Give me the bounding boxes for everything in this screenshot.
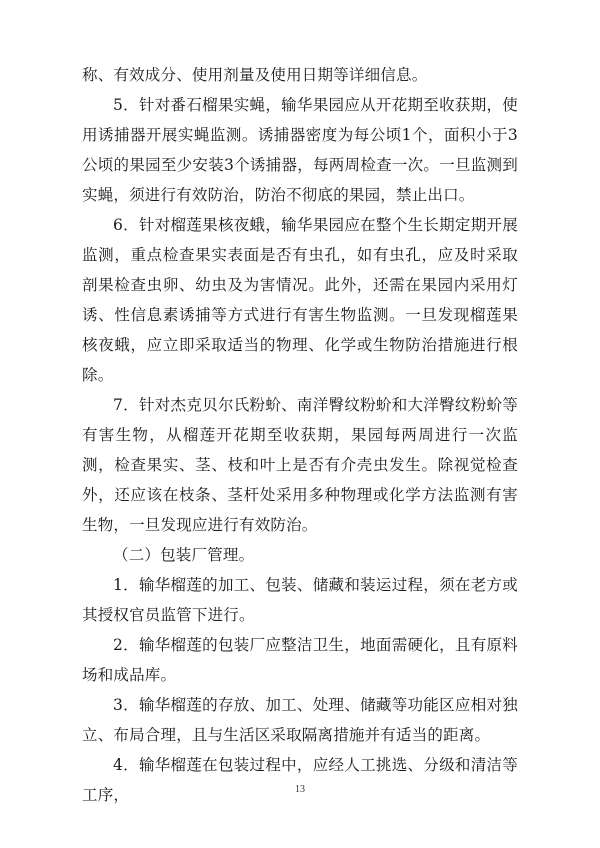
paragraph-packing-3: 3．输华榴莲的存放、加工、处理、储藏等功能区应相对独立、布局合理，且与生活区采取隔离措施并有适当的距离。 <box>82 696 518 744</box>
section-heading-packing-house: （二）包装厂管理。 <box>113 546 255 564</box>
paragraph-packing-2: 2．输华榴莲的包装厂应整洁卫生，地面需硬化，且有原料场和成品库。 <box>82 636 518 684</box>
paragraph-packing-1: 1．输华榴莲的加工、包装、储藏和装运过程，须在老方或其授权官员监管下进行。 <box>82 576 518 624</box>
paragraph-item-6: 6．针对榴莲果核夜蛾，输华果园应在整个生长期定期开展监测，重点检查果实表面是否有虫孔，如有虫孔，应及时采取剖果检查虫卵、幼虫及为害情况。此外，还需在果园内采用灯诱、性信息素诱捕等方式进行有害生物监测。一旦发现榴莲果核夜蛾，应立即采取适当的物理、化学或生物防治措施进行根除。 <box>82 216 518 384</box>
paragraph-item-5: 5．针对番石榴果实蝇，输华果园应从开花期至收获期，使用诱捕器开展实蝇监测。诱捕器密度为每公顷1个，面积小于3公顷的果园至少安装3个诱捕器，每两周检查一次。一旦监测到实蝇，须进行有效防治，防治不彻底的果园，禁止出口。 <box>82 96 518 204</box>
page-number: 13 <box>295 784 305 795</box>
document-body <box>82 60 518 810</box>
paragraph-continuation: 称、有效成分、使用剂量及使用日期等详细信息。 <box>82 66 428 84</box>
paragraph-packing-4: 4．输华榴莲在包装过程中，应经人工挑选、分级和清洁等工序， <box>82 756 518 804</box>
paragraph-item-7: 7．针对杰克贝尔氏粉蚧、南洋臀纹粉蚧和大洋臀纹粉蚧等有害生物，从榴莲开花期至收获期，果园每两周进行一次监测，检查果实、茎、枝和叶上是否有介壳虫发生。除视觉检查外，还应该在枝条、茎杆处采用多种物理或化学方法监测有害生物，一旦发现应进行有效防治。 <box>82 396 518 534</box>
